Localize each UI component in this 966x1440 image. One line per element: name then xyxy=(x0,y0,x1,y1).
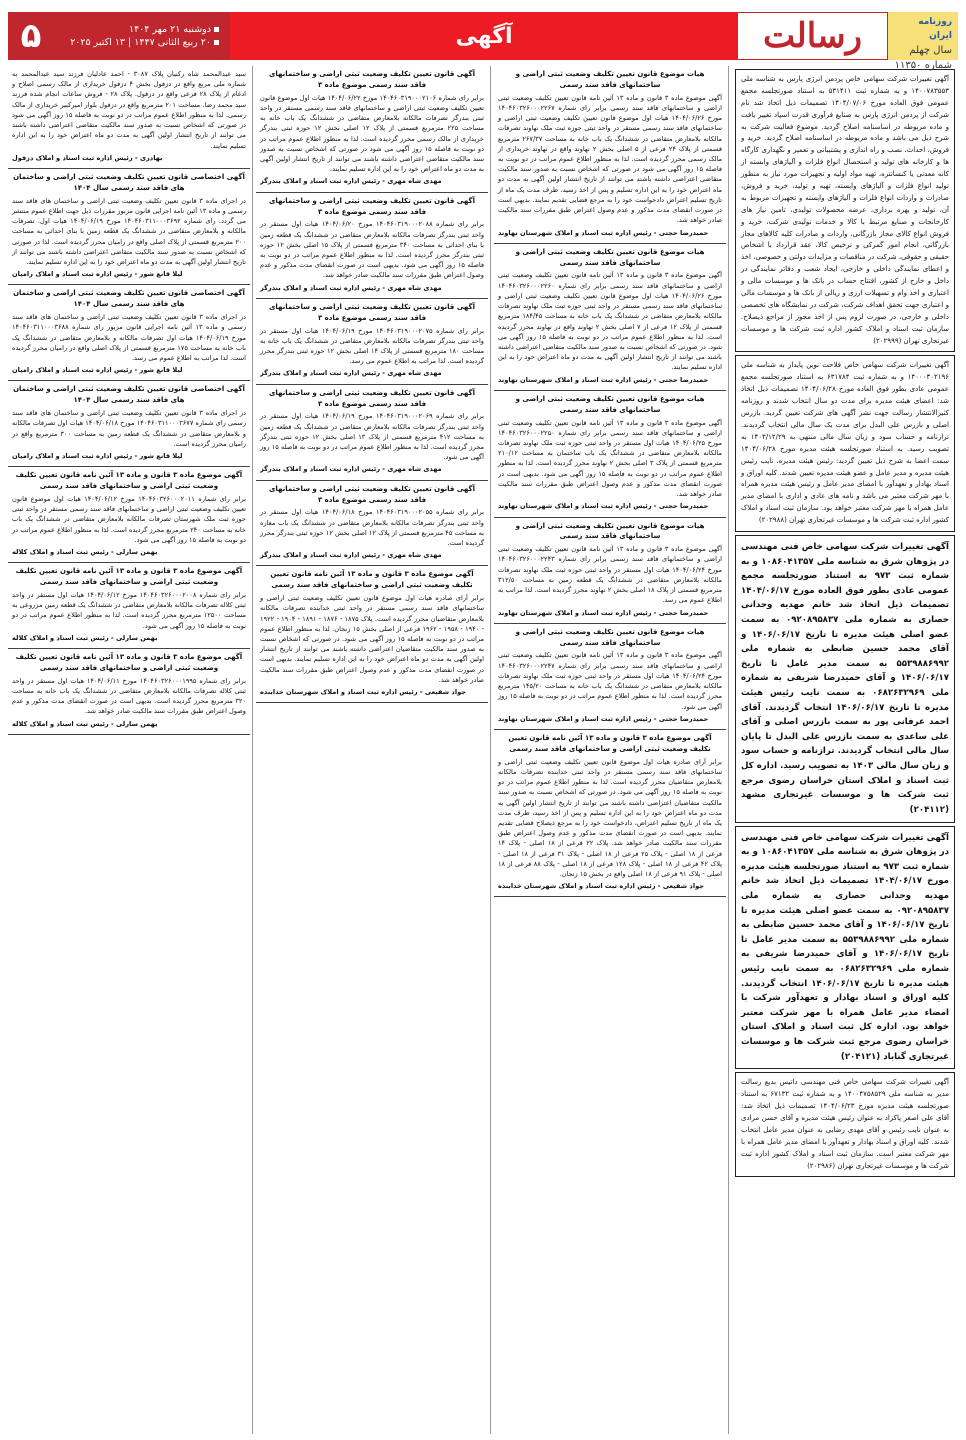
ad-body: برابر رای شماره ۱۴۰۴۶۰۳۱۹۰۰۰۲۱۰۶ مورخ ۱۴۰۴/۰۶/۲۲ هیات اول موضوع قانون تعیین تکلیف وضعیت ثبتی اراضی و ساختمانهای فاقد سند رسمی مستقر در واحد ثبتی بندرگز تصرفات مالکانه بلامعارض متقاضی در ششدانگ یک باب خانه به مساحت ۲۲۵ مترمربع قسمتی از پلاک ۱۲ اصلی بخش ۱۲ حوزه ثبتی بندرگز خریداری از مالک رسمی محرز گردیده است. لذا به منظور اطلاع عموم مراتب در دو نوبت به فاصله ۱۵ روز آگهی می شود در صورتی که اشخاص نسبت به صدور سند مالکیت متقاضی اعتراضی داشته باشند می توانند از تاریخ انتشار اولین آگهی به مدت دو ماه اعتراض خود را به این اداره تسلیم نمایند. xyxy=(260,93,485,174)
ad-notice xyxy=(494,391,726,518)
ad-body: آگهی موضوع ماده ۳ قانون و ماده ۱۳ آئین نامه قانون تعیین تکلیف وضعیت ثبتی اراضی و ساختمانهای فاقد سند رسمی برابر رای شماره ۱۴۰۴۶۰۳۲۶۰۰۰۲۲۵۰ مورخ ۱۴۰۴/۰۶/۲۵ هیات اول مستقر در واحد ثبتی حوزه ثبت ملک نهاوند تصرفات مالکانه بلامعارض متقاضی در ششدانگ یک باب ساختمان به مساحت ۲۱۰/۱۲ مترمربع قسمتی از پلاک ۳ اصلی بخش ۲ نهاوند محرز گردیده است. لذا به منظور اطلاع عموم مراتب در دو نوبت به فاصله ۱۵ روز آگهی می شود. بدیهی است در صورت انقضای مدت مذکور و عدم وصول اعتراض طبق مقررات سند مالکیت صادر خواهد شد. xyxy=(498,418,723,499)
ad-title: آگهی اختصاصی قانون تعیین تکلیف وضعیت ثبتی اراضی و ساختمان های فاقد سند رسمی سال ۱۴۰۴ xyxy=(13,172,245,192)
ad-body: برابر رای شماره ۱۴۰۴۶۰۳۲۶۰۰۰۲۰۱۱ مورخ ۱۴۰۴/۰۶/۱۲ هیات اول موضوع قانون تعیین تکلیف وضعیت ثبتی اراضی و ساختمانهای فاقد سند رسمی مستقر در واحد ثبتی حوزه ثبت ملک شهرستان تصرفات مالکانه بلامعارض متقاضی در ششدانگ یک باب خانه به مساحت ۲۴۰ مترمربع محرز گردیده است. لذا به منظور اطلاع عموم مراتب در دو نوبت به فاصله ۱۵ روز آگهی می شود. xyxy=(12,494,246,544)
ad-signature: حمیدرضا حجتی - رئیس اداره ثبت اسناد و املاک شهرستان نهاوند xyxy=(498,228,709,237)
ad-signature: مهدی شاه مهری - رئیس اداره ثبت اسناد و املاک بندرگز xyxy=(260,369,442,378)
ad-body: آگهی موضوع ماده ۳ قانون و ماده ۱۳ آئین نامه قانون تعیین تکلیف وضعیت ثبتی اراضی و ساختمانهای فاقد سند رسمی برابر رای شماره ۱۴۰۴۶۰۳۲۶۰۰۰۲۲۶۷ مورخ ۱۴۰۴/۰۶/۲۶ هیات اول موضوع قانون تعیین تکلیف وضعیت ثبتی اراضی و ساختمانهای فاقد سند رسمی مستقر در واحد ثبتی حوزه ثبت ملک نهاوند تصرفات مالکانه بلامعارض متقاضی در ششدانگ یک باب خانه به مساحت ۲۶۷/۳۷ مترمربع قسمتی از پلاک ۲۴ فرعی از ۵ اصلی بخش ۲ نهاوند واقع در نهاوند خریداری از مالک رسمی محرز گردیده است. لذا به منظور اطلاع عموم مراتب در دو نوبت به فاصله ۱۵ روز آگهی می شود در صورتی که اشخاص نسبت به صدور سند مالکیت متقاضی اعتراضی داشته باشند می توانند از تاریخ انتشار اولین آگهی به مدت دو ماه اعتراض خود را به این اداره تسلیم و پس از اخذ رسید، ظرف مدت یک ماه از تاریخ تسلیم اعتراض دادخواست خود را به مرجع قضایی تقدیم نمایند. بدیهی است در صورت انقضای مدت مذکور و عدم وصول اعتراض طبق مقررات سند مالکیت صادر خواهد شد. xyxy=(498,93,723,225)
ad-signature: بهادری - رئیس اداره ثبت اسناد و املاک دزفول xyxy=(12,153,163,162)
column-divider xyxy=(490,66,491,1434)
issue-label: شماره ۱۱۳۵۰ xyxy=(894,60,952,71)
ad-notice xyxy=(8,285,250,381)
ad-signature: بهمن سارلی - رئیس ثبت اسناد و املاک کلاله xyxy=(12,719,158,728)
ad-signature: حمیدرضا حجتی - رئیس اداره ثبت اسناد و املاک شهرستان نهاوند xyxy=(498,502,709,511)
ad-notice xyxy=(8,649,250,735)
ad-title: آگهی موضوع ماده ۳ قانون و ماده ۱۳ آئین نامه قانون تعیین تکلیف وضعیت ثبتی اراضی و ساختمانهای فاقد سند رسمی xyxy=(508,733,712,753)
ad-box xyxy=(735,535,955,823)
year-label: سال چهلم xyxy=(909,45,952,56)
newspaper-logo xyxy=(738,12,888,60)
ad-title: هیات موضوع قانون تعیین تکلیف وضعیت ثبتی اراضی و ساختمانهای فاقد سند رسمی xyxy=(515,521,705,541)
ad-notice xyxy=(8,563,250,649)
ad-notice xyxy=(494,624,726,730)
bullet-icon xyxy=(214,40,219,45)
ad-signature: بهمن سارلی - رئیس ثبت اسناد و املاک کلاله xyxy=(12,633,158,642)
ad-body: برابر رای شماره ۱۴۰۴۶۰۳۱۹۰۰۰۲۰۸۸ مورخ ۱۴۰۴/۰۶/۲۰ هیات اول مستقر در واحد ثبتی بندرگز تصرفات مالکانه بلامعارض متقاضی در ششدانگ یک قطعه زمین با بنای احداثی به مساحت ۳۴۰ مترمربع قسمتی از پلاک ۱۵ اصلی بخش ۱۲ حوزه ثبتی بندرگز محرز گردیده است. لذا به منظور اطلاع عموم مراتب در دو نوبت به فاصله ۱۵ روز آگهی می شود. بدیهی است در صورت انقضای مدت مذکور و عدم وصول اعتراض طبق مقررات سند مالکیت صادر خواهد شد. xyxy=(260,220,485,280)
ad-body: برابر آرای صادره هیات اول موضوع قانون تعیین تکلیف وضعیت ثبتی اراضی و ساختمانهای فاقد سند رسمی مستقر در واحد ثبتی خدابنده تصرفات مالکانه بلامعارض متقاضیان محرز گردیده است. پلاک ۱۸۷۵ - ۱۸۷۶ - ۱۸۹۱ - ۱۹۰۴ - ۱۹۲۲ - ۱۹۴۰ - ۱۹۵۸ - ۱۹۶۲ فرعی از اصلی بخش ۱۵ زنجان. لذا به منظور اطلاع عموم مراتب در دو نوبت به فاصله ۱۵ روز آگهی می شود. در صورتی که اشخاص نسبت به صدور سند مالکیت متقاضیان اعتراضی داشته باشند می توانند از تاریخ انتشار اولین آگهی به مدت دو ماه اعتراض خود را به این اداره تسلیم نمایند. بدیهی است در صورت انقضای مدت مذکور و عدم وصول اعتراض طبق مقررات سند مالکیت صادر خواهد شد. xyxy=(260,594,484,684)
ad-notice xyxy=(256,385,488,481)
ad-body: برابر رای شماره ۱۴۰۴۶۰۳۲۶۰۰۰۲۰۰۸ مورخ ۱۴۰۴/۰۶/۱۲ هیات اول مستقر در واحد ثبتی کلاله تصرفات مالکانه بلامعارض متقاضی در ششدانگ یک قطعه زمین مزروعی به مساحت ۱۲۵۰۰ مترمربع محرز گردیده است. لذا به منظور اطلاع عموم مراتب در دو نوبت به فاصله ۱۵ روز آگهی می شود. xyxy=(12,590,246,630)
ad-body: آگهی موضوع ماده ۳ قانون و ماده ۱۳ آئین نامه قانون تعیین تکلیف وضعیت ثبتی اراضی و ساختمانهای فاقد سند رسمی برابر رای شماره ۱۴۰۴۶۰۳۲۶۰۰۰۲۲۶۰ مورخ ۱۴۰۴/۰۶/۲۶ هیات اول موضوع قانون تعیین تکلیف وضعیت ثبتی اراضی و ساختمانهای فاقد سند رسمی مستقر در واحد ثبتی حوزه ثبت ملک نهاوند تصرفات مالکانه بلامعارض متقاضی در ششدانگ یک باب خانه به مساحت ۱۸۴/۴۵ مترمربع قسمتی از پلاک ۱۲ فرعی از ۷ اصلی بخش ۲ نهاوند واقع در نهاوند محرز گردیده است. لذا به منظور اطلاع عموم مراتب در دو نوبت به فاصله ۱۵ روز آگهی می شود. در صورتی که اشخاص نسبت به صدور سند مالکیت متقاضی اعتراضی داشته باشند می توانند از تاریخ انتشار اولین آگهی به مدت دو ماه اعتراض خود را به این اداره تسلیم نمایند. xyxy=(498,271,723,372)
ad-body: در اجرای ماده ۳ قانون تعیین تکلیف وضعیت ثبتی اراضی و ساختمان های فاقد سند رسمی رای شماره ۱۴۰۴۶۰۳۱۱۰۰۰۳۶۷۷ مورخ ۱۴۰۴/۰۶/۱۸ هیات اول تصرفات مالکانه و بلامعارض متقاضی در ششدانگ یک قطعه زمین به مساحت ۳۰۰ مترمربع واقع در رامیان محرز گردیده است. xyxy=(12,409,247,448)
header-dates xyxy=(54,23,222,50)
ad-notice xyxy=(494,244,726,391)
brand-small: روزنامه ایران xyxy=(918,17,952,41)
ad-body: آگهی تغییرات شرکت سهامی خاص فنی مهندسی در پژوهان شرق به شناسه ملی ۱۰۸۶۰۴۱۳۵۷ و به شماره ثبت ۹۷۳ به استناد صورتجلسه هیئت مدیره مورخ ۱۴۰۴/۰۶/۱۷ تصمیمات ذیل اتخاذ شد خانم مهدیه وحدانی حصاری به شماره ملی ۰۹۲۰۸۹۵۸۳۷ به سمت عضو اصلی هیئت مدیره تا تاریخ ۱۴۰۶/۰۶/۱۷ و آقای محمد حسین ضابطی به شماره ملی ۵۵۳۹۸۸۶۹۹۲ به سمت مدیر عامل تا تاریخ ۱۴۰۶/۰۶/۱۷ و آقای حمیدرضا شریفی به شماره ملی ۰۶۸۲۶۳۲۹۶۹ به سمت نایب رئیس هیئت مدیره تا تاریخ ۱۴۰۶/۰۶/۱۷ انتخاب گردیدند. کلیه اوراق و اسناد بهادار و تعهدآور شرکت با امضاء مدیر عامل همراه با مهر شرکت معتبر خواهد بود. اداره کل ثبت اسناد و املاک استان خراسان رضوی مرجع ثبت شرکت ها و موسسات غیرتجاری گناباد (۲۰۴۱۲۱) xyxy=(741,832,950,1062)
ad-title: آگهی موضوع ماده ۳ قانون و ماده ۱۳ آئین نامه قانون تعیین تکلیف وضعیت ثبتی اراضی و ساختمانهای فاقد سند رسمی xyxy=(15,652,243,672)
ad-box xyxy=(735,355,955,531)
ad-body: آگهی تغییرات شرکت سهامی خاص پردمن انرژی پارس به شناسه ملی ۱۴۰۰۷۸۳۵۵۳ و به شماره ثبت ۵۳۱۴۱۱ به استناد صورتجلسه مجمع عمومی فوق العاده مورخ ۱۴۰۴/۰۷/۰۶ تصمیمات ذیل اتخاذ شد نام شرکت از پردمن انرژی پارس به صنایع فرآوری قدرت اسپاد تغییر یافت و ماده مربوطه در اساسنامه اصلاح گردید. موضوع فعالیت شرکت به شرح ذیل می باشد و ماده مربوطه در اساسنامه اصلاح گردید. خرید و فروش، احداث، نصب و راه اندازی و پشتیبانی و تعمیر و نگهداری کارگاه ها و کارخانه های تولید و استحصال انواع فلزات و آلیاژهای وابسته از کانه معدنی یا کنسانتره، تهیه مواد اولیه و تجهیزات مورد نیاز به منظور تولید انواع فلزات و آلیاژهای وابسته، تهیه و تولید، خرید و فروش، صادرات و واردات انواع فلزات و آلیاژهای وابسته و تجهیزات مربوط به آن، تولید و بهره برداری، عرضه محصولات تولیدی، تامین نیاز های کارخانجات و صنایع مرتبط با کالا و خدمات تولیدی شرکت، خرید و فروش انواع کالای مجاز بازرگانی، واردات و صادرات کلیه کالاهای مجاز بازرگانی، انجام امور گمرکی و ترخیص کالا، عقد قرارداد با اشخاص حقیقی و حقوقی، شرکت در مناقصات و مزایدات دولتی و خصوصی، اخذ و اعطای نمایندگی داخلی و خارجی، ایجاد شعب و دفاتر نمایندگی در داخل و خارج از کشور، افتتاح حساب در بانک ها و موسسات مالی و اعتباری و اخذ وام و تسهیلات ارزی و ریالی از بانک ها و موسسات مالی و اعتباری جهت تحقق اهداف شرکت، شرکت در نمایشگاه های تخصصی داخلی و خارجی، در صورت لزوم پس از اخذ مجوز از مراجع ذیصلاح. سازمان ثبت اسناد و املاک کشور اداره ثبت شرکت ها و موسسات غیرتجاری تهران (۲۰۲۹۹۹) xyxy=(741,75,949,345)
ad-body: در اجرای ماده ۳ قانون تعیین تکلیف وضعیت ثبتی اراضی و ساختمان های فاقد سند رسمی و ماده ۱۳ آئین نامه اجرایی قانون مزبور رای شماره ۱۴۰۴۶۰۳۱۱۰۰۰۳۶۸۸ مورخ ۱۴۰۴/۰۶/۱۹ هیات اول تصرفات مالکانه و بلامعارض متقاضی در ششدانگ یک باب خانه به مساحت ۱۷۵ مترمربع قسمتی از پلاک اصلی واقع در رامیان محرز گردیده است. لذا مراتب به اطلاع عموم می رسد. xyxy=(12,313,247,362)
header-date-strip xyxy=(8,12,230,60)
ad-body: برابر رای شماره ۱۴۰۴۶۰۳۲۶۰۰۰۱۹۹۵ مورخ ۱۴۰۴/۰۶/۱۱ هیات اول مستقر در واحد ثبتی کلاله تصرفات مالکانه بلامعارض متقاضی در ششدانگ یک باب خانه به مساحت ۳۲۰ مترمربع محرز گردیده است. بدیهی است در صورت انقضای مدت مذکور و عدم وصول اعتراض طبق مقررات سند مالکیت صادر خواهد شد. xyxy=(12,676,246,716)
ad-body: سید عبدالمحمد شاه رکنیان پلاک ۳۰۸۷ - احمد عادلیان فرزند سید عبدالمحمد به شماره ملی مربع واقع در دزفول بخش ۴ دزفول خریداری از مالک رسمی اصلاح و ادغام از پلاک ۲۸ فرعی واقع در دزفول. پلاک ۲۸ - فروش ساعات انجام شده فرزند سید محمد رضا. مساحت ۲۰۱ مترمربع واقع در دزفول بلوار امیرکبیر خریداری از مالک رسمی. لذا به منظور اطلاع عموم مراتب در دو نوبت به فاصله ۱۵ روز آگهی می شود در صورتی که اشخاص نسبت به صدور سند مالکیت متقاضی اعتراضی داشته باشند می توانند از تاریخ انتشار اولین آگهی به مدت دو ماه اعتراض خود را به این اداره تسلیم نمایند. xyxy=(12,70,246,150)
ad-box xyxy=(735,1072,955,1177)
ad-notice xyxy=(256,481,488,567)
section-title: آگهی xyxy=(230,12,738,60)
logo-text: رسالت xyxy=(762,16,862,56)
ad-notice xyxy=(256,299,488,385)
ad-title: آگهی اختصاصی قانون تعیین تکلیف وضعیت ثبتی اراضی و ساختمان های فاقد سند رسمی سال ۱۴۰۴ xyxy=(13,385,245,405)
ad-notice xyxy=(256,66,488,193)
ad-signature: جواد شفیعی - رئیس اداره ثبت اسناد و املاک شهرستان خدابنده xyxy=(260,688,466,697)
ad-signature: لیلا قانع شور - رئیس اداره ثبت اسناد و املاک رامیان xyxy=(12,366,183,375)
ad-title: آگهی اختصاصی قانون تعیین تکلیف وضعیت ثبتی اراضی و ساختمان های فاقد سند رسمی سال ۱۴۰۴ xyxy=(13,289,245,309)
ad-notice xyxy=(494,730,726,898)
date-line-1: دوشنبه ۲۱ مهر ۱۴۰۴ xyxy=(128,23,211,35)
ad-notice xyxy=(256,566,488,703)
ad-title: آگهی قانون تعیین تکلیف وضعیت ثبتی اراضی و ساختمانهای فاقد سند رسمی موضوع ماده ۳ xyxy=(268,388,476,408)
column-divider xyxy=(728,66,729,1434)
column-2 xyxy=(494,66,726,1434)
ad-title: هیات موضوع قانون تعیین تکلیف وضعیت ثبتی اراضی و ساختمانهای فاقد سند رسمی xyxy=(515,394,705,414)
ad-title: هیات موضوع قانون تعیین تکلیف وضعیت ثبتی اراضی و ساختمانهای فاقد سند رسمی xyxy=(515,70,705,89)
ad-body: برابر رای شماره ۱۴۰۴۶۰۳۱۹۰۰۰۲۰۶۹ مورخ ۱۴۰۴/۰۶/۱۹ هیات اول مستقر در واحد ثبتی بندرگز تصرفات مالکانه بلامعارض متقاضی در ششدانگ یک قطعه زمین به مساحت ۴۱۲ مترمربع قسمتی از پلاک ۱۳ اصلی بخش ۱۲ حوزه ثبتی بندرگز محرز گردیده است. لذا به منظور اطلاع عموم مراتب در دو نوبت به فاصله ۱۵ روز آگهی می شود. xyxy=(260,412,485,462)
ad-signature: جواد شفیعی - رئیس اداره ثبت اسناد و املاک شهرستان خدابنده xyxy=(498,882,704,891)
ad-notice xyxy=(494,518,726,624)
column-1 xyxy=(732,66,958,1434)
ad-body: آگهی تغییرات شرکت سهامی خاص فلاحت نوین پایدار به شناسه ملی ۱۴۰۰۰۳۰۲۱۹۶ و به شماره ثبت ۶۳۱۷۸۴ به استناد صورتجلسه مجمع عمومی عادی بطور فوق العاده مورخ ۱۴۰۴/۰۶/۲۸ تصمیمات ذیل اتخاذ شد: اعضای هیئت مدیره برای مدت دو سال انتخاب شدند و روزنامه کثیرالانتشار رسالت جهت نشر آگهی های شرکت تعیین گردید. بازرس اصلی و بازرس علی البدل برای مدت یک سال مالی انتخاب گردیدند. ترازنامه و حساب سود و زیان سال مالی منتهی به ۱۴۰۳/۱۲/۲۹ به تصویب رسید. به استناد صورتجلسه هیئت مدیره مورخ ۱۴۰۴/۰۶/۲۸ سمت اعضا به شرح ذیل تعیین گردید: رئیس هیئت مدیره، نایب رئیس هیئت مدیره و مدیر عامل و عضو هیئت مدیره تعیین شدند. کلیه اوراق و اسناد بهادار و تعهدآور با امضای مدیر عامل و رئیس هیئت مدیره همراه با مهر شرکت معتبر می باشد و نامه های عادی و اداری با امضای مدیر عامل همراه با مهر شرکت معتبر خواهد بود. سازمان ثبت اسناد و املاک کشور اداره ثبت شرکت ها و موسسات غیرتجاری تهران (۲۰۲۹۸۸) xyxy=(741,361,950,525)
ad-signature: حمیدرضا حجتی - رئیس اداره ثبت اسناد و املاک شهرستان نهاوند xyxy=(498,608,709,617)
ad-signature: مهدی شاه مهری - رئیس اداره ثبت اسناد و املاک بندرگز xyxy=(260,177,442,186)
ad-body: برابر رای شماره ۱۴۰۴۶۰۳۱۹۰۰۰۲۰۵۵ مورخ ۱۴۰۴/۰۶/۱۸ هیات اول مستقر در واحد ثبتی بندرگز تصرفات مالکانه بلامعارض متقاضی در ششدانگ یک باب مغازه به مساحت ۴۵ مترمربع قسمتی از پلاک ۱۲ اصلی بخش ۱۲ حوزه ثبتی بندرگز محرز گردیده است. xyxy=(260,508,485,547)
ad-body: آگهی موضوع ماده ۳ قانون و ماده ۱۳ آئین نامه قانون تعیین تکلیف وضعیت ثبتی اراضی و ساختمانهای فاقد سند رسمی برابر رای شماره ۱۴۰۴۶۰۳۲۶۰۰۰۲۲۴۳ مورخ ۱۴۰۴/۰۶/۲۴ هیات اول مستقر در واحد ثبتی حوزه ثبت ملک نهاوند تصرفات مالکانه بلامعارض متقاضی در ششدانگ یک قطعه زمین به مساحت ۳۱۲/۵۰ مترمربع قسمتی از پلاک ۱۸ اصلی بخش ۲ نهاوند محرز گردیده است. لذا مراتب به اطلاع عموم می رسد. xyxy=(498,545,723,605)
ad-body: آگهی تغییرات شرکت سهامی خاص فنی مهندسی داتیس بدیع رسالت مدیر به شناسه ملی ۱۴۰۰۴۷۵۸۵۲۹ و به شماره ثبت ۶۷۱۳۲ به استناد صورتجلسه هیئت مدیره مورخ ۱۴۰۴/۰۶/۲۳ تصمیمات ذیل اتخاذ شد: آقای علی اصغر پاکزاد به عنوان رئیس هیئت مدیره و آقای حسن مرادی به عنوان نایب رئیس و آقای مهدی رضایی به عنوان مدیر عامل انتخاب شدند. کلیه اوراق و اسناد بهادار و تعهدآور با امضای مدیر عامل همراه با مهر شرکت معتبر است. سازمان ثبت اسناد و املاک کشور اداره ثبت شرکت ها و موسسات غیرتجاری تهران (۲۰۲۹۸۶) xyxy=(741,1078,950,1170)
ad-box xyxy=(735,69,955,352)
column-3 xyxy=(256,66,488,1434)
ad-title: هیات موضوع قانون تعیین تکلیف وضعیت ثبتی اراضی و ساختمانهای فاقد سند رسمی xyxy=(515,627,705,647)
ad-signature: مهدی شاه مهری - رئیس اداره ثبت اسناد و املاک بندرگز xyxy=(260,551,442,560)
ad-title: آگهی قانون تعیین تکلیف وضعیت ثبتی اراضی و ساختمانهای فاقد سند رسمی موضوع ماده ۳ xyxy=(268,70,476,89)
page-number: ۵ xyxy=(20,16,42,56)
ad-body: برابر آرای صادره هیات اول موضوع قانون تعیین تکلیف وضعیت ثبتی اراضی و ساختمانهای فاقد سند رسمی مستقر در واحد ثبتی خدابنده تصرفات مالکانه بلامعارض متقاضیان محرز گردیده است. لذا به منظور اطلاع عموم مراتب در دو نوبت به فاصله ۱۵ روز آگهی می شود. در صورتی که اشخاص نسبت به صدور سند مالکیت متقاضیان اعتراضی داشته باشند می توانند از تاریخ انتشار اولین آگهی به مدت دو ماه اعتراض خود را به این اداره تسلیم و پس از اخذ رسید، ظرف مدت یک ماه از تاریخ تسلیم اعتراض، دادخواست خود را به مرجع ذیصلاح قضایی تقدیم نمایند. بدیهی است در صورت انقضای مدت مذکور و عدم وصول اعتراض طبق مقررات سند مالکیت صادر خواهد شد. پلاک ۲۲ فرعی از ۱۸ اصلی - پلاک ۱۴ فرعی از ۱۸ اصلی - پلاک ۲۵ فرعی از ۱۸ اصلی - پلاک ۳۱ فرعی از ۱۸ اصلی - پلاک ۴۲ فرعی از ۱۸ اصلی - پلاک ۱۲۸ فرعی از ۱۸ اصلی - پلاک ۸۸ فرعی از ۱۸ اصلی - پلاک ۹۱ فرعی از ۱۸ اصلی واقع در بخش ۱۵ زنجان. xyxy=(498,757,723,879)
page-header xyxy=(8,12,958,71)
ad-title: آگهی موضوع ماده ۳ قانون و ماده ۱۳ آئین نامه قانون تعیین تکلیف وضعیت ثبتی اراضی و ساختمانهای فاقد سند رسمی xyxy=(15,567,243,587)
ad-notice xyxy=(8,169,250,285)
ad-body: آگهی موضوع ماده ۳ قانون و ماده ۱۳ آئین نامه قانون تعیین تکلیف وضعیت ثبتی اراضی و ساختمانهای فاقد سند رسمی برابر رای شماره ۱۴۰۴۶۰۳۲۶۰۰۰۲۲۴۷ مورخ ۱۴۰۴/۰۶/۲۴ هیات اول مستقر در واحد ثبتی حوزه ثبت ملک نهاوند تصرفات مالکانه بلامعارض متقاضی در ششدانگ یک باب خانه به مساحت ۱۴۵/۲۰ مترمربع محرز گردیده است. لذا به منظور اطلاع عموم مراتب در دو نوبت به فاصله ۱۵ روز آگهی می شود. xyxy=(498,651,723,711)
ad-title: آگهی موضوع ماده ۳ قانون و ماده ۱۳ آئین نامه قانون تعیین تکلیف وضعیت ثبتی اراضی و ساختمانهای فاقد سند رسمی xyxy=(15,471,243,491)
issue-info xyxy=(888,12,958,71)
ad-signature: مهدی شاه مهری - رئیس اداره ثبت اسناد و املاک بندرگز xyxy=(260,283,442,292)
ad-title: هیات موضوع قانون تعیین تکلیف وضعیت ثبتی اراضی و ساختمانهای فاقد سند رسمی xyxy=(515,247,705,267)
date-line-2: ۲۰ ربیع الثانی ۱۴۴۷ | ۱۳ اکتبر ۲۰۲۵ xyxy=(70,37,211,48)
ad-body: آگهی تغییرات شرکت سهامی خاص فنی مهندسی در پژوهان شرق به شناسه ملی ۱۰۸۶۰۴۱۳۵۷ و به شماره ثبت ۹۷۳ به استناد صورتجلسه مجمع عمومی عادی بطور فوق العاده مورخ ۱۴۰۴/۰۶/۱۷ تصمیمات ذیل اتخاذ شد خانم مهدیه وحدانی حصاری به شماره ملی ۰۹۲۰۸۹۵۸۳۷ به سمت عضو اصلی هیئت مدیره تا تاریخ ۱۴۰۶/۰۶/۱۷ و آقای محمد حسین ضابطی به شماره ملی ۵۵۳۹۸۸۶۹۹۲ به سمت مدیر عامل تا تاریخ ۱۴۰۶/۰۶/۱۷ و آقای حمیدرضا شریفی به شماره ملی ۰۶۸۲۶۳۲۹۶۹ به سمت نایب رئیس هیئت مدیره تا تاریخ ۱۴۰۶/۰۶/۱۷ انتخاب گردیدند. آقای احمد عرفانی پور به سمت بازرس اصلی و آقای علی ساعدی به سمت بازرس علی البدل تا پایان سال مالی انتخاب گردیدند. ترازنامه و حساب سود و زیان سال مالی ۱۴۰۳ به تصویب رسید. اداره کل ثبت اسناد و املاک استان خراسان رضوی مرجع ثبت شرکت ها و موسسات غیرتجاری مشهد (۲۰۴۱۱۲) xyxy=(741,541,950,815)
ad-notice xyxy=(256,193,488,299)
column-4 xyxy=(8,66,250,1434)
bullet-icon xyxy=(214,27,219,32)
ad-notice xyxy=(8,467,250,563)
ad-box xyxy=(735,826,955,1070)
ad-signature: بهمن سارلی - رئیس ثبت اسناد و املاک کلاله xyxy=(12,547,158,556)
ad-signature: لیلا قانع شور - رئیس اداره ثبت اسناد و املاک رامیان xyxy=(12,451,183,460)
ad-body: در اجرای ماده ۳ قانون تعیین تکلیف وضعیت ثبتی اراضی و ساختمان های فاقد سند رسمی و ماده ۱۳ آئین نامه اجرایی قانون مزبور مقررات ذیل جهت اطلاع عموم منتشر می گردد. رای شماره ۱۴۰۴۶۰۳۱۱۰۰۰۳۶۹۲ مورخ ۱۴۰۴/۰۶/۱۹ هیات اول. تصرفات مالکانه و بلامعارض متقاضی در ششدانگ یک قطعه زمین با بنای احداثی به مساحت ۲۰۰ مترمربع قسمتی از پلاک اصلی واقع در رامیان محرز گردیده است. لذا در صورتی که اشخاص نسبت به صدور سند مالکیت متقاضی اعتراضی داشته باشند می توانند از تاریخ انتشار اولین آگهی به مدت دو ماه اعتراض خود را به این اداره تسلیم نمایند. xyxy=(12,196,247,266)
ad-signature: مهدی شاه مهری - رئیس اداره ثبت اسناد و املاک بندرگز xyxy=(260,465,442,474)
ad-signature: حمیدرضا حجتی - رئیس اداره ثبت اسناد و املاک شهرستان نهاوند xyxy=(498,375,709,384)
ad-signature: لیلا قانع شور - رئیس اداره ثبت اسناد و املاک رامیان xyxy=(12,270,183,279)
ad-title: آگهی قانون تعیین تکلیف وضعیت ثبتی اراضی و ساختمانهای فاقد سند رسمی موضوع ماده ۳ xyxy=(268,302,476,322)
ad-notice xyxy=(494,66,726,244)
ad-title: آگهی قانون تعیین تکلیف وضعیت ثبتی اراضی و ساختمانهای فاقد سند رسمی موضوع ماده ۳ xyxy=(268,196,476,216)
ad-body: برابر رای شماره ۱۴۰۴۶۰۳۱۹۰۰۰۲۰۷۵ مورخ ۱۴۰۴/۰۶/۱۹ هیات اول مستقر در واحد ثبتی بندرگز تصرفات مالکانه بلامعارض متقاضی در ششدانگ یک باب خانه به مساحت ۱۸۰ مترمربع قسمتی از پلاک ۱۴ اصلی بخش ۱۲ حوزه ثبتی بندرگز محرز گردیده است. لذا مراتب به اطلاع عموم می رسد. xyxy=(260,326,485,366)
ad-title: آگهی موضوع ماده ۳ قانون و ماده ۱۳ آئین نامه قانون تعیین تکلیف وضعیت ثبتی اراضی و ساختمانهای فاقد سند رسمی xyxy=(270,570,474,590)
column-divider xyxy=(252,66,253,1434)
ad-title: آگهی قانون تعیین تکلیف وضعیت ثبتی اراضی و ساختمانهای فاقد سند رسمی موضوع ماده ۳ xyxy=(268,484,476,504)
ad-notice xyxy=(8,381,250,467)
ad-notice xyxy=(8,66,250,169)
ad-signature: حمیدرضا حجتی - رئیس اداره ثبت اسناد و املاک شهرستان نهاوند xyxy=(498,714,709,723)
